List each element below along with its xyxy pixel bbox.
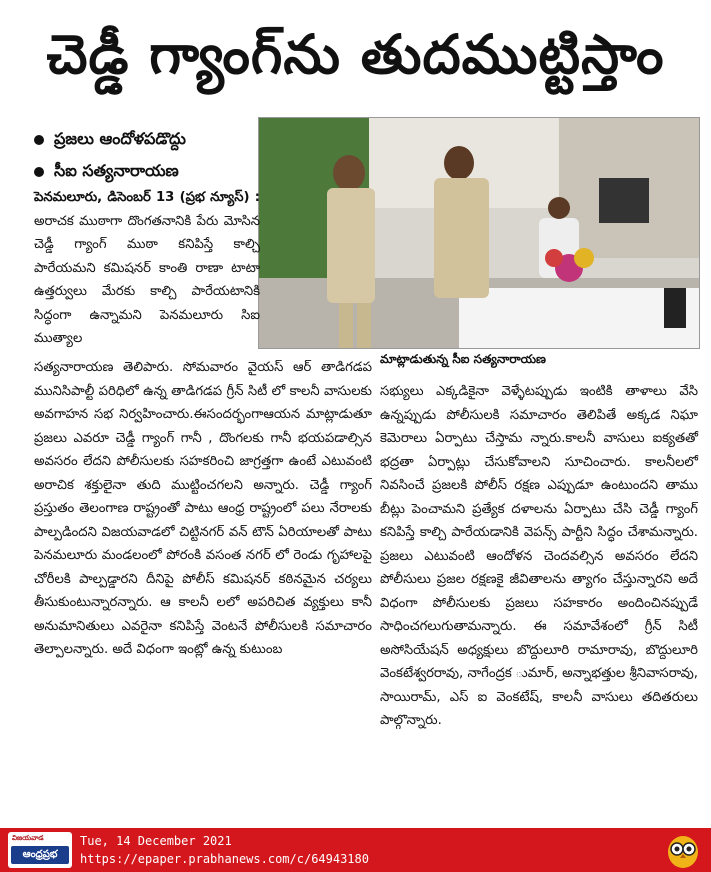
article-column-left-top xyxy=(34,186,260,351)
footer-text xyxy=(80,832,369,868)
bullet-list xyxy=(34,124,264,188)
bullet-item xyxy=(34,156,264,188)
news-photo xyxy=(258,117,700,349)
article-paragraph: సత్యనారాయణ తెలిపారు. సోమవారం వైయస్ ఆర్ తాడిగడప మునిసిపాల్టీ పరిధిలో ఉన్న తాడిగడప గ్రీన్ సిటీ లో కాలనీ వాసులకు అవగాహన సభ నిర్వహించారు.ఈసందర్భంగాఆయన మాట్లాడుతూ ప్రజలు ఎవరూ చెడ్డీ గ్యాంగ్ గానీ , దొంగలకు గానీ భయపడాల్సిన అవసరం లేదని పోలీసులకు సహకరించి జాగ్రత్తగా ఉంటే ఎటువంటి అరాచిక శక్తులైనా తుది ముట్టించగలని అన్నారు. చెడ్డీ గ్యాంగ్ ప్రస్తుతం తెలంగాణ రాష్ట్రంతో పాటు ఆంధ్ర రాష్ట్రంలో పలు నేరాలకు పాల్పడిందని విజయవాడలో చిట్టినగర్ వన్ టౌన్ ఏరియాలతో పాటు పెనమలూరు మండలంలో పోరంకి వసంత నగర్ లో రెండు గృహాలపై చోరీలకి పాల్పడ్డారని దీనిపై పోలీస్ కమిషనర్ కఠినమైన చర్యలు తీసుకుంటున్నారన్నారు. ఆ కాలనీ లలో అపరిచిత వ్యక్తులు కానీ అనుమానితులు ఎవరైనా కనిపిస్తే వెంటనే పోలీసులకి సమాచారం తెల్పాలన్నారు. అదే విధంగా ఇంట్లో ఉన్న కుటుంబ xyxy=(34,360,372,657)
logo-edition: విజయవాడ xyxy=(12,834,44,842)
headline: చెడ్డీ గ్యాంగ్‌ను తుదముట్టిస్తాం xyxy=(46,22,665,86)
epaper-footer xyxy=(0,828,711,872)
newspaper-logo[interactable] xyxy=(8,832,72,868)
footer-url[interactable]: https://epaper.prabhanews.com/c/64943180 xyxy=(80,852,369,866)
article-column-left xyxy=(34,356,372,662)
article-column-right xyxy=(380,380,698,733)
footer-date: Tue, 14 December 2021 xyxy=(80,834,232,848)
dateline: పెనమలూరు, డిసెంబర్ 13 (ప్రభ న్యూస్) : xyxy=(34,190,260,205)
logo-name: ఆంధ్రప్రభ xyxy=(11,846,69,864)
bullet-dot-icon xyxy=(34,167,44,177)
article-paragraph: సభ్యులు ఎక్కడికైనా వెళ్ళేటప్పుడు ఇంటికి తాళాలు వేసి ఉన్నప్పుడు పోలీసులకి సమాచారం తెలిపితే అక్కడ నిఘా కెమెరాలు ఏర్పాటు చేస్తామ న్నారు.కాలనీ వాసులు ఐక్యతతో భద్రతా ఏర్పాట్లు చేసుకోవాలని సూచించారు. కాలనీలలో నివసించే ప్రజలకి పోలీస్ రక్షణ ఎప్పుడూ ఉంటుందని తాము బీట్లు పెంచామని ప్రత్యేక దళాలను ఏర్పాటు చేసి చెడ్డీ గ్యాంగ్ కనిపిస్తే కాల్చి పారేయడానికి వెపన్స్ పార్టీని సిద్ధం చేశామన్నారు. ప్రజలు ఎటువంటి ఆందోళన చెందవల్సిన అవసరం లేదని పోలీసులు ప్రజల రక్షణకై జీవితాలను త్యాగం చేస్తున్నారని అదే విధంగా పోలీసులకు ప్రజలు సహకారం అందించినప్పుడే సాధించగలుగుతామన్నారు. ఈ సమావేశంలో గ్రీన్ సిటీ అసోసియేషన్ అధ్యక్షులు బొద్దులూరి రామారావు, బొద్దులూరి వెంకటేశ్వరరావు, నాగేంద్రక ుమార్, అన్నాభత్తుల శ్రీనివాసరావు, సాయిరామ్, ఎస్ ఐ వెంకటేష్, కాలనీ వాసులు తదితరులు పాల్గొన్నారు. xyxy=(380,384,698,728)
bullet-item xyxy=(34,124,264,156)
top-strip xyxy=(0,0,711,6)
article-paragraph: అరాచక ముఠాగా దొంగతనానికి పేరు మోసిన చెడ్డీ గ్యాంగ్ ముఠా కనిపిస్తే కాల్చి పారేయమని కమిషనర్ కాంతి రాణా టాటా ఉత్తర్వులు మేరకు కాల్చి పారేయటానికి సిద్ధంగా ఉన్నామని పెనమలూరు సిఐ ముత్యాల xyxy=(34,213,260,346)
photo-caption: మాట్లాడుతున్న సీఐ సత్యనారాయణ xyxy=(380,352,546,366)
bullet-text: సీఐ సత్యనారాయణ xyxy=(54,160,179,180)
owl-icon xyxy=(663,830,703,870)
bullet-dot-icon xyxy=(34,135,44,145)
bullet-text: ప్రజలు ఆందోళపడొద్దు xyxy=(54,128,186,148)
